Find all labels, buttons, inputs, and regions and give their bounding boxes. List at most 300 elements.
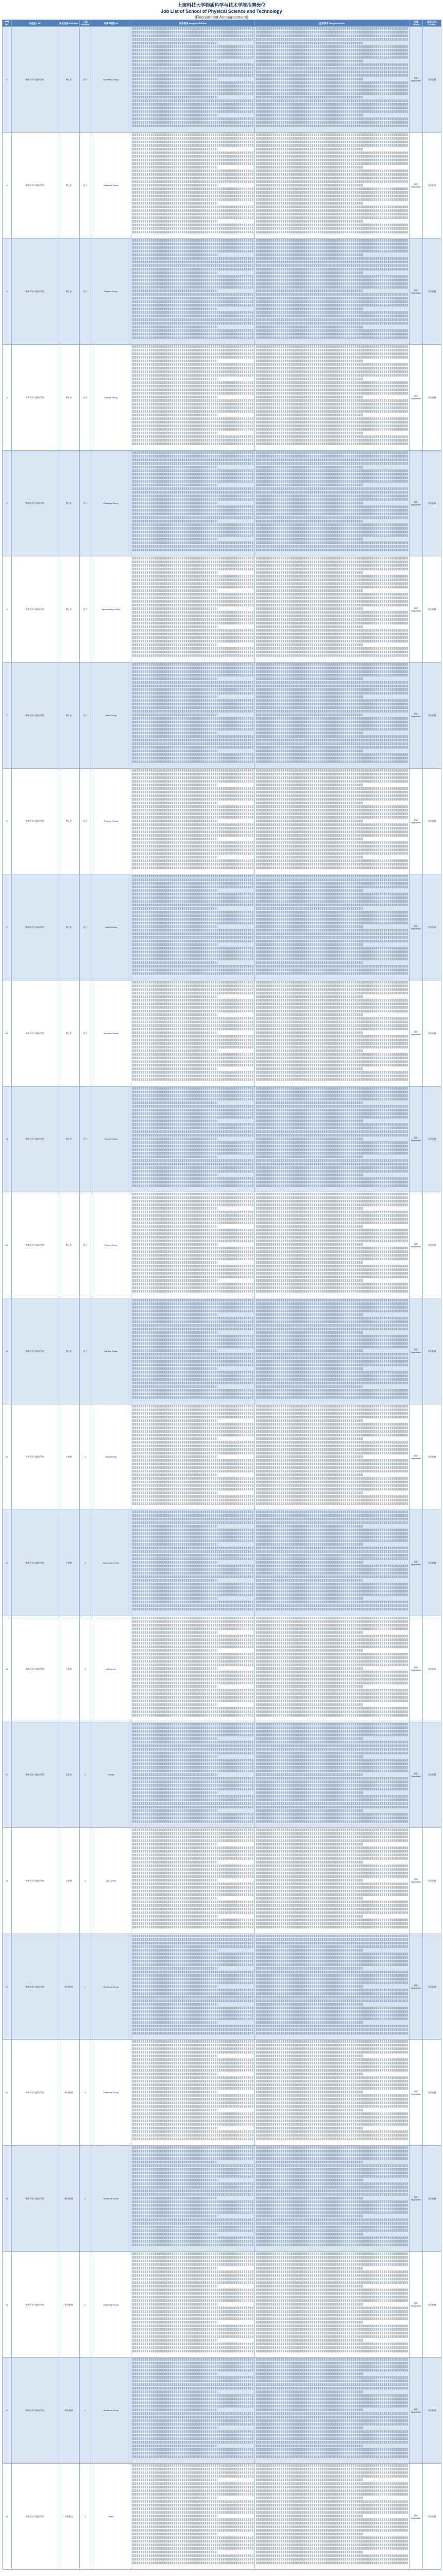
text-line-placeholder	[132, 1225, 217, 1228]
text-line-placeholder	[256, 209, 408, 212]
text-line-placeholder	[256, 2091, 363, 2093]
text-line-placeholder	[256, 2383, 408, 2386]
text-line-placeholder	[256, 2518, 408, 2521]
table-row	[3, 2464, 441, 2570]
text-line-placeholder	[256, 654, 408, 657]
text-line-placeholder	[256, 195, 408, 197]
text-line-placeholder	[132, 2464, 253, 2467]
text-line-placeholder	[256, 2032, 408, 2035]
text-line-placeholder	[132, 2065, 253, 2068]
text-line-placeholder	[132, 940, 253, 942]
row-pi: Research Group	[91, 2040, 131, 2146]
text-line-placeholder	[132, 1313, 217, 1316]
text-line-placeholder	[132, 2226, 253, 2228]
row-contact: 详见官网	[423, 2040, 441, 2146]
text-line-placeholder	[132, 1908, 253, 1910]
text-line-placeholder	[132, 31, 253, 33]
text-line-placeholder	[256, 1459, 408, 1462]
row-contact: 详见官网	[423, 27, 441, 133]
text-line-placeholder	[132, 954, 253, 957]
text-line-placeholder	[132, 1926, 253, 1928]
text-line-placeholder	[256, 721, 408, 723]
text-line-placeholder	[256, 1872, 408, 1874]
row-pi: Lab Center	[91, 1828, 131, 1934]
text-line-placeholder	[132, 1035, 253, 1038]
text-line-placeholder	[256, 2226, 408, 2228]
row-salary: 面议 Negotiable	[410, 1298, 423, 1404]
text-line-placeholder	[256, 2310, 408, 2313]
text-line-placeholder	[132, 636, 253, 639]
text-line-placeholder	[256, 2274, 408, 2277]
text-line-placeholder	[132, 1218, 253, 1221]
row-duties	[131, 1298, 255, 1404]
text-line-placeholder	[132, 2380, 253, 2382]
text-line-placeholder	[132, 1046, 253, 1048]
text-line-placeholder	[132, 1342, 253, 1345]
text-line-placeholder	[132, 1624, 253, 1626]
text-line-placeholder	[132, 1795, 253, 1798]
text-line-placeholder	[256, 1046, 408, 1048]
text-line-placeholder	[132, 103, 253, 106]
text-line-placeholder	[256, 1156, 363, 1158]
row-pi: Lab Center	[91, 1616, 131, 1722]
text-line-placeholder	[256, 1521, 408, 1524]
text-line-placeholder	[132, 2314, 253, 2316]
text-line-placeholder	[132, 1177, 253, 1180]
text-line-placeholder	[256, 692, 408, 694]
text-line-placeholder	[132, 1996, 253, 1998]
table-row	[3, 2251, 441, 2358]
text-line-placeholder	[132, 414, 217, 416]
text-line-placeholder	[256, 159, 408, 161]
text-line-placeholder	[256, 435, 408, 438]
text-line-placeholder	[132, 2383, 253, 2386]
text-line-placeholder	[132, 2098, 253, 2100]
text-line-placeholder	[256, 367, 408, 369]
text-line-placeholder	[132, 1999, 253, 2002]
text-line-placeholder	[132, 2278, 253, 2280]
text-line-placeholder	[132, 1427, 253, 1429]
text-line-placeholder	[256, 1211, 408, 1213]
text-line-placeholder	[256, 509, 408, 512]
text-line-placeholder	[132, 1268, 253, 1271]
row-position: 研究助理	[58, 2251, 80, 2358]
text-line-placeholder	[132, 640, 253, 642]
text-line-placeholder	[132, 651, 253, 653]
row-lab: 物质科学与技术学院	[12, 662, 58, 768]
text-line-placeholder	[132, 2260, 253, 2262]
text-line-placeholder	[132, 1770, 253, 1772]
text-line-placeholder	[256, 1809, 363, 1812]
text-line-placeholder	[256, 2515, 363, 2517]
text-line-placeholder	[256, 360, 363, 362]
text-line-placeholder	[256, 63, 408, 66]
text-line-placeholder	[256, 1258, 408, 1260]
text-line-placeholder	[256, 1268, 408, 1271]
row-lab: 物质科学与技术学院	[12, 1404, 58, 1510]
text-line-placeholder	[256, 527, 408, 530]
row-contact: 详见官网	[423, 2251, 441, 2358]
row-requirements	[255, 27, 410, 133]
row-salary: 面议 Negotiable	[410, 662, 423, 768]
text-line-placeholder	[256, 2109, 363, 2111]
text-line-placeholder	[132, 1423, 253, 1426]
text-line-placeholder	[256, 929, 408, 931]
text-line-placeholder	[132, 2186, 253, 2189]
text-line-placeholder	[132, 1942, 253, 1944]
row-duties	[131, 1510, 255, 1616]
text-line-placeholder	[132, 2372, 217, 2375]
text-line-placeholder	[132, 1502, 253, 1505]
row-duties	[131, 2251, 255, 2358]
row-requirements	[255, 556, 410, 663]
text-line-placeholder	[132, 1660, 253, 1663]
text-line-placeholder	[132, 878, 253, 881]
text-line-placeholder	[256, 385, 408, 387]
text-line-placeholder	[256, 1685, 363, 1688]
text-line-placeholder	[132, 1529, 253, 1531]
text-line-placeholder	[256, 896, 408, 899]
text-line-placeholder	[256, 1865, 408, 1867]
text-line-placeholder	[132, 1382, 253, 1384]
text-line-placeholder	[132, 1583, 253, 1585]
text-line-placeholder	[132, 1723, 253, 1725]
row-number: 2	[3, 132, 12, 239]
text-line-placeholder	[132, 1586, 253, 1589]
row-requirements	[255, 344, 410, 450]
text-line-placeholder	[132, 776, 253, 779]
row-pi: Research Group	[91, 1934, 131, 2040]
text-line-placeholder	[256, 2380, 408, 2382]
text-line-placeholder	[132, 593, 253, 596]
text-line-placeholder	[132, 867, 253, 869]
text-line-placeholder	[132, 845, 253, 848]
text-line-placeholder	[132, 1452, 253, 1454]
text-line-placeholder	[256, 125, 408, 127]
row-count: 1	[80, 2358, 91, 2464]
text-line-placeholder	[256, 579, 408, 581]
text-line-placeholder	[256, 1949, 363, 1952]
row-requirements	[255, 662, 410, 768]
row-pi: Theory Group	[91, 1192, 131, 1298]
text-line-placeholder	[132, 1071, 253, 1074]
text-line-placeholder	[256, 999, 408, 1002]
text-line-placeholder	[256, 1250, 408, 1253]
text-line-placeholder	[132, 1766, 253, 1769]
text-line-placeholder	[132, 155, 253, 158]
table-row	[3, 1722, 441, 1828]
text-line-placeholder	[256, 820, 363, 822]
text-line-placeholder	[132, 1514, 253, 1517]
row-count: 1	[80, 2251, 91, 2358]
text-line-placeholder	[132, 279, 253, 281]
text-line-placeholder	[256, 336, 408, 339]
text-line-placeholder	[256, 636, 408, 639]
text-line-placeholder	[132, 2362, 253, 2364]
text-line-placeholder	[256, 2500, 408, 2503]
text-line-placeholder	[132, 2222, 253, 2225]
row-contact: 详见官网	[423, 874, 441, 980]
text-line-placeholder	[256, 45, 408, 48]
row-number: 11	[3, 1086, 12, 1192]
row-count: 若干	[80, 874, 91, 980]
text-line-placeholder	[132, 1091, 253, 1093]
text-line-placeholder	[256, 992, 408, 994]
text-line-placeholder	[256, 958, 408, 960]
text-line-placeholder	[132, 527, 253, 530]
text-line-placeholder	[132, 1572, 253, 1574]
text-line-placeholder	[256, 564, 408, 567]
text-line-placeholder	[256, 1568, 408, 1571]
table-row	[3, 450, 441, 556]
text-line-placeholder	[132, 1204, 253, 1206]
row-pi: Catalysis Group	[91, 450, 131, 556]
text-line-placeholder	[132, 1685, 217, 1688]
text-line-placeholder	[132, 1378, 253, 1381]
text-line-placeholder	[132, 1601, 253, 1603]
text-line-placeholder	[132, 1802, 253, 1805]
text-line-placeholder	[132, 2416, 253, 2418]
text-line-placeholder	[256, 2204, 408, 2207]
text-line-placeholder	[256, 286, 408, 289]
row-lab: 物质科学与技术学院	[12, 2040, 58, 2146]
col-header: 所属课题组 PI	[91, 20, 131, 27]
text-line-placeholder	[256, 1035, 408, 1038]
row-requirements	[255, 1934, 410, 2040]
text-line-placeholder	[132, 618, 253, 621]
text-line-placeholder	[132, 2511, 253, 2514]
text-line-placeholder	[256, 1748, 408, 1751]
text-line-placeholder	[256, 1674, 408, 1677]
row-duties	[131, 239, 255, 345]
text-line-placeholder	[256, 2350, 408, 2352]
text-line-placeholder	[132, 780, 253, 783]
row-position: 博士后	[58, 768, 80, 874]
text-line-placeholder	[256, 541, 408, 544]
text-line-placeholder	[256, 1557, 408, 1560]
text-line-placeholder	[132, 1306, 253, 1309]
text-line-placeholder	[132, 784, 217, 786]
text-line-placeholder	[256, 561, 408, 563]
col-header: 任职要求 Requirements	[255, 20, 410, 27]
text-line-placeholder	[132, 2021, 217, 2024]
text-line-placeholder	[132, 1459, 253, 1462]
text-line-placeholder	[256, 1550, 408, 1553]
text-line-placeholder	[132, 2547, 253, 2550]
text-line-placeholder	[132, 969, 253, 971]
text-line-placeholder	[132, 1846, 253, 1849]
text-line-placeholder	[256, 1836, 408, 1838]
text-line-placeholder	[132, 180, 253, 183]
text-line-placeholder	[132, 1127, 253, 1129]
text-line-placeholder	[132, 1744, 253, 1747]
text-line-placeholder	[132, 1945, 253, 1948]
text-line-placeholder	[132, 1409, 253, 1411]
row-number: 20	[3, 2040, 12, 2146]
text-line-placeholder	[256, 264, 408, 267]
row-count: 1	[80, 1404, 91, 1510]
row-salary: 面议 Negotiable	[410, 2251, 423, 2358]
text-line-placeholder	[132, 827, 253, 829]
text-line-placeholder	[132, 757, 253, 759]
row-pi: Materials Group	[91, 132, 131, 239]
text-line-placeholder	[132, 2558, 253, 2561]
text-line-placeholder	[132, 925, 217, 928]
text-line-placeholder	[256, 2554, 408, 2557]
text-line-placeholder	[256, 582, 408, 585]
row-contact: 详见官网	[423, 450, 441, 556]
text-line-placeholder	[256, 81, 408, 84]
text-line-placeholder	[132, 329, 253, 332]
text-line-placeholder	[256, 27, 408, 30]
text-line-placeholder	[132, 71, 253, 73]
text-line-placeholder	[256, 838, 363, 840]
text-line-placeholder	[256, 484, 363, 486]
text-line-placeholder	[256, 315, 408, 317]
text-line-placeholder	[256, 1974, 408, 1977]
row-number: 6	[3, 556, 12, 663]
text-line-placeholder	[132, 1412, 253, 1415]
text-line-placeholder	[132, 965, 253, 968]
row-position: 博士后	[58, 132, 80, 239]
text-line-placeholder	[132, 2544, 253, 2546]
text-line-placeholder	[256, 1682, 408, 1684]
text-line-placeholder	[132, 1579, 217, 1582]
text-line-placeholder	[256, 809, 408, 811]
text-line-placeholder	[256, 224, 408, 226]
text-line-placeholder	[132, 2507, 253, 2510]
text-line-placeholder	[132, 360, 217, 362]
text-line-placeholder	[256, 904, 408, 906]
text-line-placeholder	[132, 264, 253, 267]
text-line-placeholder	[132, 1360, 253, 1363]
text-line-placeholder	[132, 1734, 253, 1736]
text-line-placeholder	[132, 597, 253, 599]
text-line-placeholder	[256, 1010, 408, 1012]
text-line-placeholder	[256, 333, 408, 335]
text-line-placeholder	[256, 1342, 408, 1345]
row-duties	[131, 1086, 255, 1192]
row-lab: 物质科学与技术学院	[12, 1510, 58, 1616]
text-line-placeholder	[256, 2229, 408, 2232]
text-line-placeholder	[132, 1067, 217, 1070]
text-line-placeholder	[132, 809, 253, 811]
text-line-placeholder	[256, 406, 408, 409]
text-line-placeholder	[256, 2332, 408, 2334]
text-line-placeholder	[132, 1078, 253, 1081]
text-line-placeholder	[132, 516, 253, 519]
text-line-placeholder	[256, 586, 408, 588]
text-line-placeholder	[256, 2486, 408, 2488]
text-line-placeholder	[132, 579, 253, 581]
text-line-placeholder	[256, 1193, 408, 1195]
text-line-placeholder	[256, 1579, 363, 1582]
text-line-placeholder	[256, 2289, 408, 2291]
row-salary: 面议 Negotiable	[410, 1510, 423, 1616]
text-line-placeholder	[132, 1963, 253, 1966]
text-line-placeholder	[256, 1279, 363, 1282]
text-line-placeholder	[132, 1211, 253, 1213]
text-line-placeholder	[256, 841, 408, 844]
text-line-placeholder	[256, 706, 408, 709]
text-line-placeholder	[256, 681, 408, 684]
text-line-placeholder	[256, 2445, 363, 2447]
text-line-placeholder	[256, 2544, 408, 2546]
text-line-placeholder	[256, 2028, 408, 2031]
text-line-placeholder	[256, 849, 408, 851]
row-salary: 面议 Negotiable	[410, 132, 423, 239]
text-line-placeholder	[132, 1678, 253, 1681]
text-line-placeholder	[256, 2551, 363, 2553]
text-line-placeholder	[132, 1857, 253, 1860]
text-line-placeholder	[256, 1078, 408, 1081]
text-line-placeholder	[256, 643, 363, 646]
text-line-placeholder	[256, 42, 363, 44]
row-lab: 物质科学与技术学院	[12, 2251, 58, 2358]
text-line-placeholder	[132, 615, 253, 617]
text-line-placeholder	[132, 1594, 253, 1596]
text-line-placeholder	[132, 1057, 253, 1059]
text-line-placeholder	[256, 85, 408, 88]
text-line-placeholder	[132, 816, 253, 819]
text-line-placeholder	[132, 1276, 253, 1278]
text-line-placeholder	[256, 297, 408, 299]
text-line-placeholder	[256, 1463, 408, 1465]
text-line-placeholder	[132, 791, 253, 793]
text-line-placeholder	[256, 787, 408, 790]
text-line-placeholder	[256, 886, 408, 888]
text-line-placeholder	[256, 2343, 408, 2345]
text-line-placeholder	[256, 60, 363, 62]
text-line-placeholder	[132, 753, 253, 756]
text-line-placeholder	[132, 2540, 253, 2543]
text-line-placeholder	[256, 166, 363, 168]
text-line-placeholder	[256, 717, 408, 720]
text-line-placeholder	[256, 1470, 408, 1472]
text-line-placeholder	[132, 2134, 253, 2137]
text-line-placeholder	[256, 282, 408, 285]
text-line-placeholder	[256, 1181, 408, 1183]
text-line-placeholder	[256, 1389, 408, 1392]
text-line-placeholder	[132, 1254, 253, 1257]
text-line-placeholder	[132, 947, 253, 950]
text-line-placeholder	[132, 2479, 217, 2481]
text-line-placeholder	[132, 2489, 253, 2492]
text-line-placeholder	[132, 1710, 253, 1713]
text-line-placeholder	[256, 473, 408, 476]
text-line-placeholder	[132, 1714, 253, 1717]
text-line-placeholder	[256, 757, 408, 759]
text-line-placeholder	[132, 1130, 253, 1133]
text-line-placeholder	[256, 1367, 363, 1370]
text-line-placeholder	[132, 1762, 253, 1765]
text-line-placeholder	[132, 654, 253, 657]
jobs-table-body	[3, 27, 441, 2570]
text-line-placeholder	[132, 1883, 253, 1885]
text-line-placeholder	[132, 1455, 217, 1458]
row-position: 研究助理	[58, 2146, 80, 2252]
text-line-placeholder	[132, 1463, 253, 1465]
text-line-placeholder	[256, 1604, 408, 1607]
text-line-placeholder	[256, 491, 408, 494]
text-line-placeholder	[256, 173, 408, 176]
text-line-placeholder	[132, 45, 253, 48]
table-row	[3, 2358, 441, 2464]
text-line-placeholder	[256, 1734, 408, 1736]
text-line-placeholder	[132, 647, 253, 650]
text-line-placeholder	[132, 1748, 253, 1751]
text-line-placeholder	[132, 1809, 217, 1812]
